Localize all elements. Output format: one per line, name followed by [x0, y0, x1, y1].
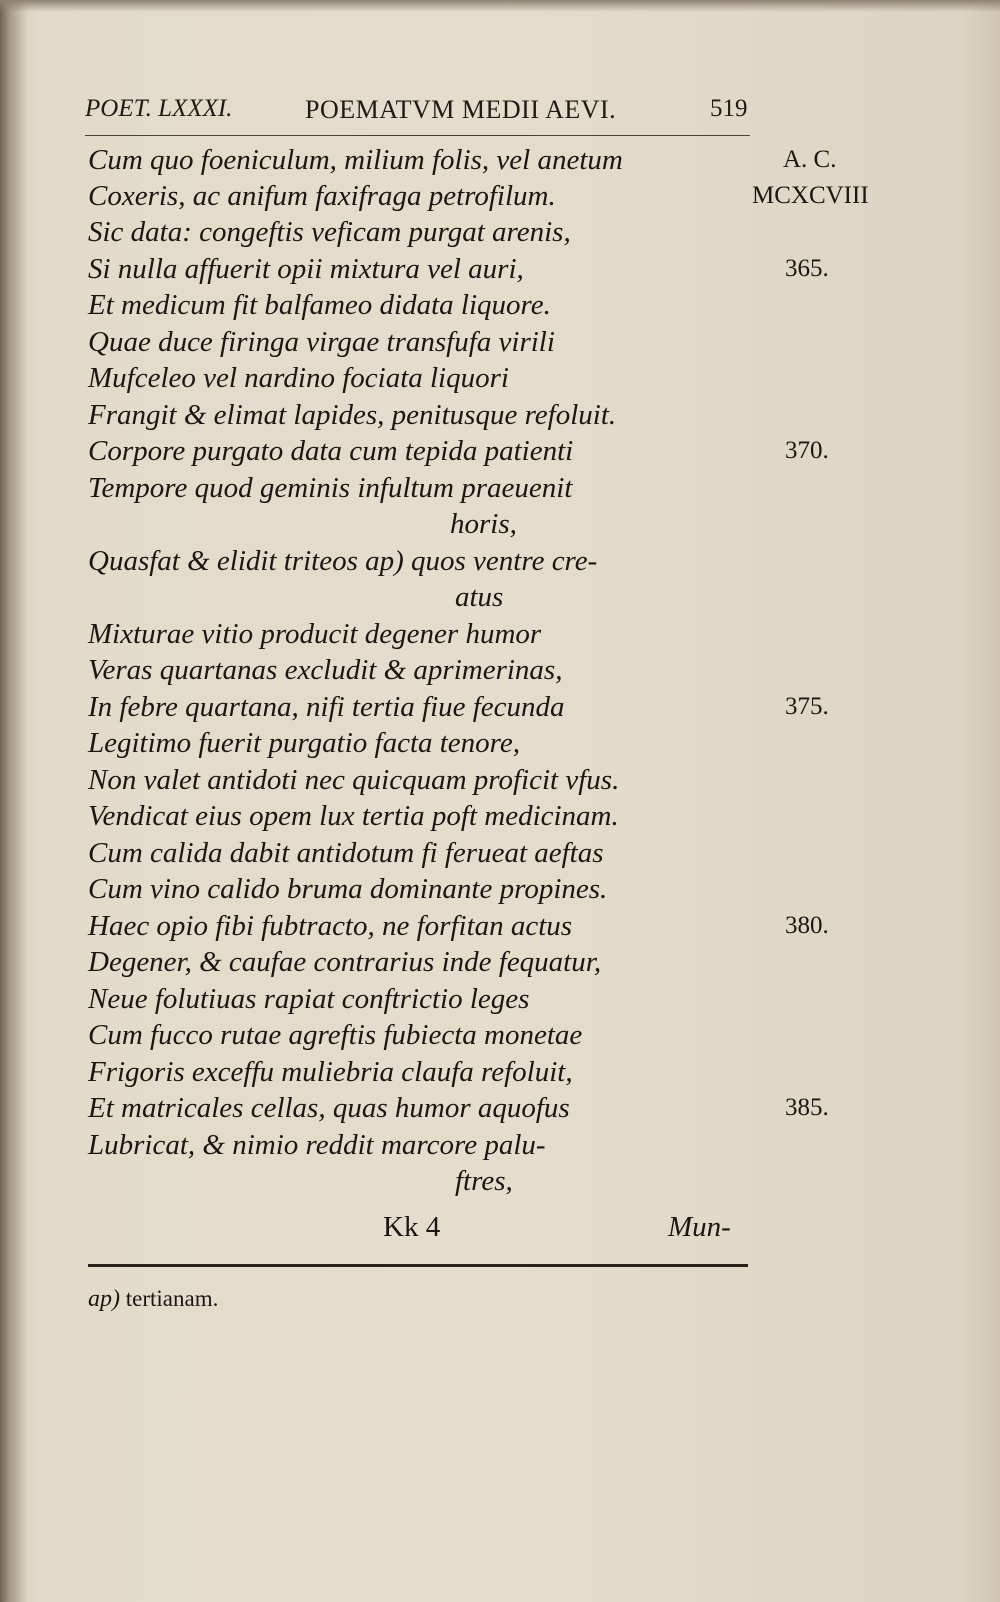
verse-continuation: horis,	[450, 508, 517, 540]
verse-line: Coxeris, ac anifum faxifraga petrofilum.	[88, 180, 556, 212]
margin-line-number: 365.	[785, 255, 829, 282]
verse-line: Degener, & caufae contrarius inde fequatur,	[88, 946, 602, 978]
verse-line: Mufceleo vel nardino fociata liquori	[88, 362, 509, 394]
verse-line: Non valet antidoti nec quicquam proficit vfus.	[88, 764, 620, 796]
margin-line-number: 370.	[785, 437, 829, 464]
verse-line: Frigoris exceffu muliebria claufa refoluit,	[88, 1056, 573, 1088]
footnote	[88, 1286, 218, 1313]
signature-mark: Kk 4	[383, 1211, 441, 1243]
verse-line: Cum calida dabit antidotum fi ferueat aeftas	[88, 837, 604, 869]
verse-continuation: ftres,	[455, 1165, 513, 1197]
header-title: POEMATVM MEDII AEVI.	[305, 95, 617, 124]
verse-line: Cum quo foeniculum, milium folis, vel anetum	[88, 144, 623, 176]
header-left: POET. LXXXI.	[85, 95, 233, 122]
verse-line: Tempore quod geminis infultum praeuenit	[88, 472, 573, 504]
verse-line: Mixturae vitio producit degener humor	[88, 618, 542, 650]
verse-line: Et matricales cellas, quas humor aquofus	[88, 1092, 570, 1124]
margin-year: MCXCVIII	[752, 182, 869, 209]
header-rule	[85, 135, 750, 136]
page-top-edge	[0, 0, 1000, 12]
verse-line: Haec opio fibi fubtracto, ne forfitan actus	[88, 910, 573, 942]
margin-era-label: A. C.	[783, 146, 837, 173]
verse-line: In febre quartana, nifi tertia fiue fecunda	[88, 691, 565, 723]
verse-line: Cum fucco rutae agreftis fubiecta monetae	[88, 1019, 583, 1051]
verse-continuation: atus	[455, 581, 504, 613]
margin-line-number: 385.	[785, 1094, 829, 1121]
footnote-marker: ap)	[88, 1286, 120, 1312]
verse-line: Sic data: congeftis veficam purgat arenis,	[88, 216, 571, 248]
verse-line: Neue folutiuas rapiat conftrictio leges	[88, 983, 530, 1015]
margin-line-number: 380.	[785, 912, 829, 939]
verse-line: Frangit & elimat lapides, penitusque refoluit.	[88, 399, 617, 431]
verse-line: Veras quartanas excludit & aprimerinas,	[88, 654, 563, 686]
verse-line: Quae duce firinga virgae transfufa virili	[88, 326, 555, 358]
catchword: Mun-	[668, 1211, 731, 1243]
footnote-text: tertianam.	[125, 1286, 219, 1311]
verse-line: Corpore purgato data cum tepida patienti	[88, 435, 574, 467]
footnote-rule	[88, 1264, 748, 1267]
verse-line: Vendicat eius opem lux tertia poft medicinam.	[88, 800, 619, 832]
verse-line: Legitimo fuerit purgatio facta tenore,	[88, 727, 521, 759]
verse-line: Quasfat & elidit triteos ap) quos ventre cre-	[88, 545, 598, 577]
verse-line: Et medicum fit balfameo didata liquore.	[88, 289, 551, 321]
verse-line: Si nulla affuerit opii mixtura vel auri,	[88, 253, 524, 285]
margin-line-number: 375.	[785, 693, 829, 720]
verse-line: Lubricat, & nimio reddit marcore palu-	[88, 1129, 546, 1161]
running-header	[85, 95, 750, 135]
page-number: 519	[710, 95, 748, 122]
verse-line: Cum vino calido bruma dominante propines.	[88, 873, 608, 905]
